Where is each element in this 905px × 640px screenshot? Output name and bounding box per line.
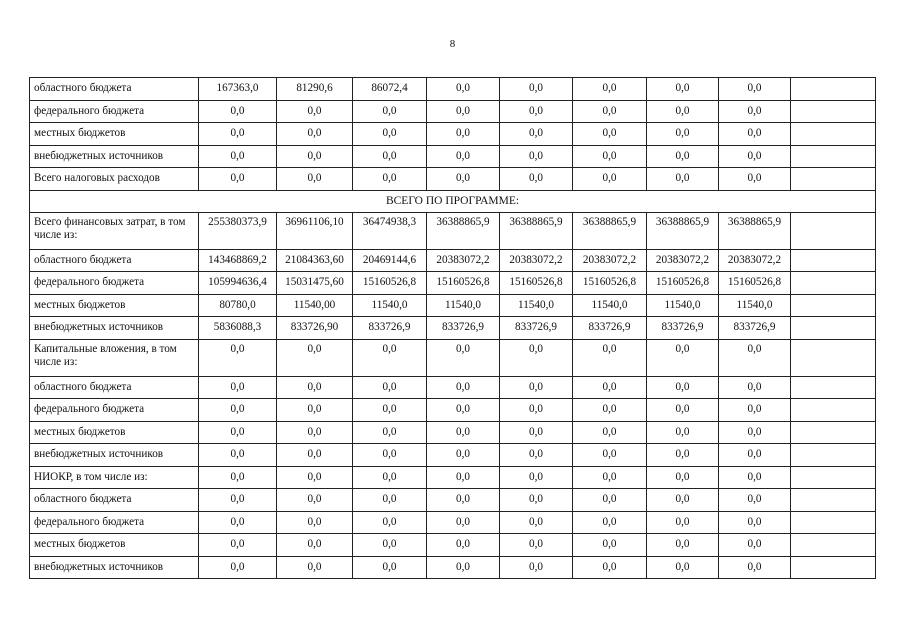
value-cell: 11540,0 [647,294,719,317]
value-cell: 0,0 [353,444,427,467]
page-number: 8 [449,38,456,50]
value-cell: 0,0 [500,556,573,579]
value-cell: 21084363,60 [277,249,353,272]
value-cell: 0,0 [719,489,791,512]
row-label: областного бюджета [30,376,199,399]
value-cell: 0,0 [353,123,427,146]
value-cell: 0,0 [277,100,353,123]
value-cell: 0,0 [277,399,353,422]
value-cell: 0,0 [500,466,573,489]
value-cell: 0,0 [427,421,500,444]
value-cell: 0,0 [500,421,573,444]
value-cell: 0,0 [427,466,500,489]
value-cell: 0,0 [353,100,427,123]
value-cell: 0,0 [647,534,719,557]
table-row [30,123,876,146]
value-cell: 0,0 [647,100,719,123]
table-row [30,272,876,295]
value-cell: 0,0 [427,78,500,101]
value-cell: 833726,90 [277,317,353,340]
row-label: внебюджетных источников [30,145,199,168]
value-cell: 833726,9 [353,317,427,340]
value-cell: 0,0 [199,421,277,444]
value-cell: 0,0 [353,511,427,534]
value-cell: 11540,0 [353,294,427,317]
value-cell: 0,0 [277,556,353,579]
table-row [30,399,876,422]
value-cell: 0,0 [647,78,719,101]
value-cell: 0,0 [719,168,791,191]
table-row [30,534,876,557]
value-cell: 0,0 [500,444,573,467]
value-cell: 20383072,2 [647,249,719,272]
value-cell: 833726,9 [573,317,647,340]
value-cell: 0,0 [277,421,353,444]
value-cell: 15160526,8 [719,272,791,295]
empty-cell [791,376,876,399]
value-cell: 0,0 [573,376,647,399]
value-cell: 0,0 [573,489,647,512]
value-cell: 0,0 [427,534,500,557]
value-cell: 0,0 [277,489,353,512]
value-cell: 0,0 [277,123,353,146]
table-row [30,168,876,191]
value-cell: 0,0 [647,466,719,489]
value-cell: 11540,0 [500,294,573,317]
value-cell: 15160526,8 [573,272,647,295]
value-cell: 0,0 [573,123,647,146]
value-cell: 0,0 [427,168,500,191]
value-cell: 0,0 [500,168,573,191]
section-row [30,190,876,212]
value-cell: 20383072,2 [427,249,500,272]
value-cell: 0,0 [353,489,427,512]
value-cell: 15160526,8 [427,272,500,295]
value-cell: 0,0 [427,339,500,376]
value-cell: 0,0 [647,399,719,422]
value-cell: 0,0 [573,534,647,557]
value-cell: 0,0 [719,399,791,422]
value-cell: 0,0 [199,511,277,534]
empty-cell [791,421,876,444]
value-cell: 0,0 [647,489,719,512]
value-cell: 0,0 [199,168,277,191]
table-row [30,249,876,272]
value-cell: 0,0 [647,123,719,146]
table-row [30,100,876,123]
value-cell: 0,0 [427,511,500,534]
empty-cell [791,145,876,168]
value-cell: 0,0 [199,399,277,422]
table-row [30,78,876,101]
table-row [30,421,876,444]
empty-cell [791,249,876,272]
row-label: Всего налоговых расходов [30,168,199,191]
table-row [30,466,876,489]
value-cell: 0,0 [500,511,573,534]
value-cell: 0,0 [427,376,500,399]
row-label: внебюджетных источников [30,444,199,467]
value-cell: 11540,0 [719,294,791,317]
value-cell: 0,0 [647,339,719,376]
value-cell: 0,0 [427,123,500,146]
row-label: областного бюджета [30,249,199,272]
empty-cell [791,399,876,422]
empty-cell [791,123,876,146]
value-cell: 0,0 [353,421,427,444]
value-cell: 833726,9 [647,317,719,340]
value-cell: 0,0 [500,399,573,422]
value-cell: 167363,0 [199,78,277,101]
value-cell: 0,0 [500,78,573,101]
empty-cell [791,78,876,101]
value-cell: 0,0 [277,168,353,191]
row-label: федерального бюджета [30,511,199,534]
budget-table [29,77,876,579]
value-cell: 143468869,2 [199,249,277,272]
row-label: федерального бюджета [30,399,199,422]
row-label: Капитальные вложения, в том числе из: [30,339,199,376]
row-label: федерального бюджета [30,100,199,123]
empty-cell [791,466,876,489]
value-cell: 0,0 [647,376,719,399]
value-cell: 0,0 [427,399,500,422]
value-cell: 0,0 [199,376,277,399]
value-cell: 0,0 [277,339,353,376]
table-row [30,489,876,512]
row-label: Всего финансовых затрат, в том числе из: [30,212,199,249]
value-cell: 0,0 [500,376,573,399]
value-cell: 105994636,4 [199,272,277,295]
value-cell: 0,0 [353,556,427,579]
value-cell: 0,0 [427,100,500,123]
value-cell: 0,0 [500,339,573,376]
table-row [30,212,876,249]
empty-cell [791,100,876,123]
value-cell: 0,0 [199,489,277,512]
table-row [30,556,876,579]
row-label: внебюджетных источников [30,317,199,340]
value-cell: 0,0 [573,511,647,534]
value-cell: 0,0 [719,100,791,123]
section-title: ВСЕГО ПО ПРОГРАММЕ: [30,190,876,212]
value-cell: 0,0 [199,145,277,168]
value-cell: 833726,9 [500,317,573,340]
value-cell: 0,0 [573,339,647,376]
value-cell: 0,0 [573,466,647,489]
row-label: областного бюджета [30,489,199,512]
value-cell: 0,0 [500,489,573,512]
empty-cell [791,294,876,317]
table-row [30,145,876,168]
value-cell: 0,0 [427,556,500,579]
value-cell: 86072,4 [353,78,427,101]
value-cell: 36474938,3 [353,212,427,249]
value-cell: 0,0 [199,123,277,146]
value-cell: 20383072,2 [719,249,791,272]
row-label: областного бюджета [30,78,199,101]
row-label: местных бюджетов [30,123,199,146]
value-cell: 0,0 [427,145,500,168]
value-cell: 0,0 [500,534,573,557]
row-label: местных бюджетов [30,421,199,444]
value-cell: 0,0 [199,556,277,579]
value-cell: 0,0 [719,556,791,579]
value-cell: 0,0 [719,145,791,168]
value-cell: 0,0 [199,100,277,123]
empty-cell [791,444,876,467]
value-cell: 0,0 [719,123,791,146]
value-cell: 0,0 [719,444,791,467]
value-cell: 0,0 [573,556,647,579]
value-cell: 0,0 [573,421,647,444]
value-cell: 0,0 [353,168,427,191]
value-cell: 833726,9 [719,317,791,340]
value-cell: 0,0 [199,466,277,489]
value-cell: 11540,0 [573,294,647,317]
value-cell: 0,0 [427,444,500,467]
empty-cell [791,534,876,557]
value-cell: 20383072,2 [573,249,647,272]
value-cell: 0,0 [719,466,791,489]
row-label: НИОКР, в том числе из: [30,466,199,489]
value-cell: 80780,0 [199,294,277,317]
value-cell: 20383072,2 [500,249,573,272]
value-cell: 0,0 [647,421,719,444]
value-cell: 0,0 [353,145,427,168]
value-cell: 255380373,9 [199,212,277,249]
table-body-bottom [30,212,876,579]
table-row [30,294,876,317]
value-cell: 0,0 [353,399,427,422]
value-cell: 81290,6 [277,78,353,101]
value-cell: 0,0 [353,339,427,376]
value-cell: 36388865,9 [719,212,791,249]
value-cell: 0,0 [647,511,719,534]
value-cell: 20469144,6 [353,249,427,272]
value-cell: 0,0 [719,421,791,444]
value-cell: 15160526,8 [647,272,719,295]
row-label: внебюджетных источников [30,556,199,579]
value-cell: 0,0 [647,168,719,191]
value-cell: 36388865,9 [647,212,719,249]
value-cell: 0,0 [573,78,647,101]
value-cell: 0,0 [199,534,277,557]
row-label: местных бюджетов [30,534,199,557]
row-label: местных бюджетов [30,294,199,317]
value-cell: 0,0 [277,534,353,557]
value-cell: 15160526,8 [353,272,427,295]
value-cell: 15031475,60 [277,272,353,295]
value-cell: 0,0 [427,489,500,512]
value-cell: 11540,0 [427,294,500,317]
empty-cell [791,556,876,579]
value-cell: 0,0 [277,145,353,168]
value-cell: 0,0 [647,145,719,168]
empty-cell [791,339,876,376]
value-cell: 36388865,9 [427,212,500,249]
value-cell: 0,0 [199,444,277,467]
value-cell: 0,0 [500,145,573,168]
value-cell: 0,0 [277,466,353,489]
table-row [30,317,876,340]
value-cell: 36388865,9 [500,212,573,249]
table-row [30,444,876,467]
value-cell: 833726,9 [427,317,500,340]
value-cell: 0,0 [719,339,791,376]
value-cell: 0,0 [719,78,791,101]
table-row [30,376,876,399]
table-row [30,511,876,534]
table-section [30,190,876,212]
empty-cell [791,212,876,249]
empty-cell [791,168,876,191]
value-cell: 0,0 [573,100,647,123]
table-body-top [30,78,876,191]
value-cell: 0,0 [647,556,719,579]
value-cell: 0,0 [719,376,791,399]
value-cell: 0,0 [353,376,427,399]
value-cell: 15160526,8 [500,272,573,295]
value-cell: 0,0 [199,339,277,376]
value-cell: 0,0 [353,534,427,557]
value-cell: 36961106,10 [277,212,353,249]
empty-cell [791,317,876,340]
value-cell: 11540,00 [277,294,353,317]
value-cell: 0,0 [573,145,647,168]
value-cell: 0,0 [719,511,791,534]
value-cell: 0,0 [573,444,647,467]
value-cell: 0,0 [277,444,353,467]
value-cell: 0,0 [353,466,427,489]
value-cell: 0,0 [500,123,573,146]
value-cell: 0,0 [277,511,353,534]
value-cell: 0,0 [647,444,719,467]
value-cell: 0,0 [500,100,573,123]
value-cell: 36388865,9 [573,212,647,249]
table-row [30,339,876,376]
row-label: федерального бюджета [30,272,199,295]
value-cell: 0,0 [277,376,353,399]
empty-cell [791,489,876,512]
empty-cell [791,272,876,295]
value-cell: 0,0 [573,399,647,422]
value-cell: 5836088,3 [199,317,277,340]
value-cell: 0,0 [573,168,647,191]
value-cell: 0,0 [719,534,791,557]
empty-cell [791,511,876,534]
